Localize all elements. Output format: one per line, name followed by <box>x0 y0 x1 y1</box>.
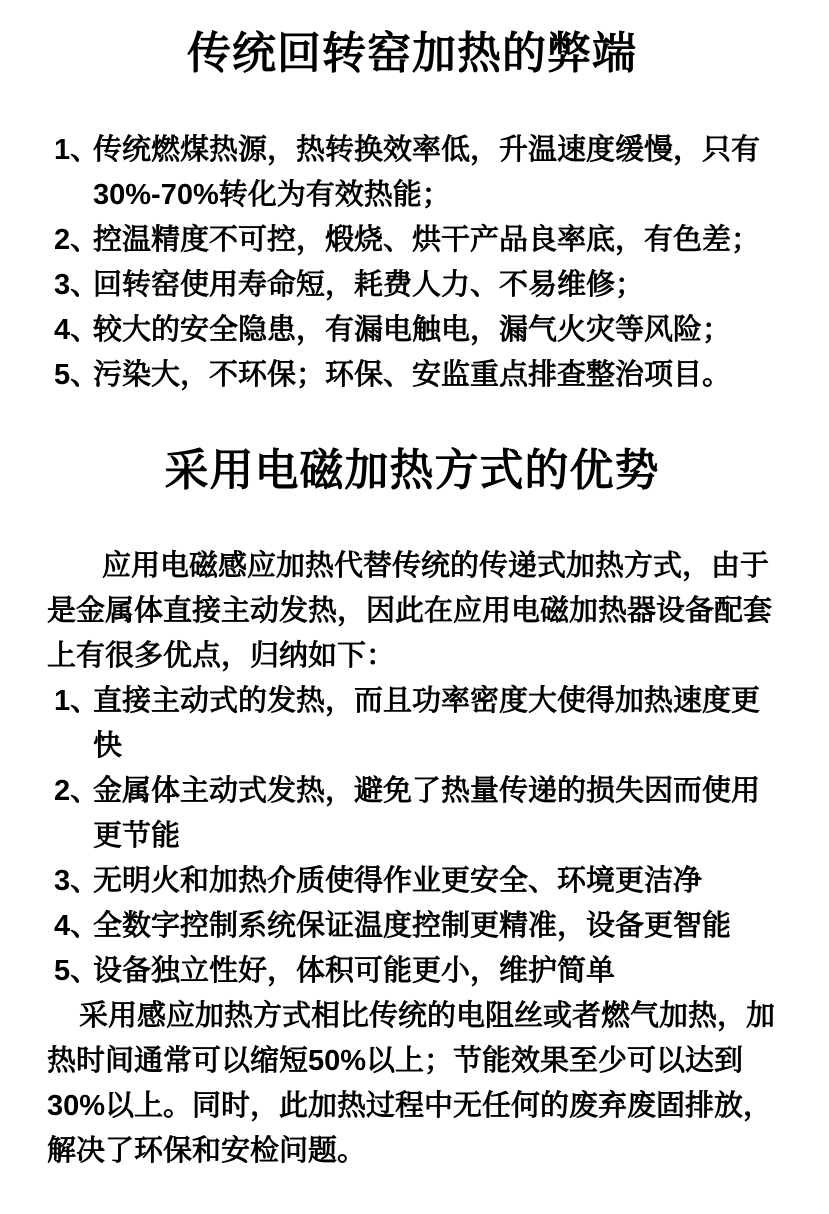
list-item-text: 传统燃煤热源，热转换效率低，升温速度缓慢，只有30%-70%转化为有效热能； <box>93 134 761 211</box>
list-item-text: 无明火和加热介质使得作业更安全、环境更洁净 <box>93 865 703 897</box>
advantages-list <box>47 679 777 994</box>
list-item-number: 4、 <box>54 910 100 942</box>
disadvantages-list <box>47 128 777 398</box>
list-item <box>47 353 777 398</box>
list-item <box>47 308 777 353</box>
advantages-closing-paragraph: 采用感应加热方式相比传统的电阻丝或者燃气加热，加热时间通常可以缩短50%以上；节能效果至少可以达到30%以上。同时，此加热过程中无任何的废弃废固排放，解决了环保和安检问题。 <box>47 1000 776 1167</box>
document-page <box>0 25 829 1214</box>
list-item-number: 4、 <box>54 314 100 346</box>
list-item-text: 设备独立性好，体积可能更小，维护简单 <box>93 955 616 987</box>
section-2-title: 采用电磁加热方式的优势 <box>164 446 660 495</box>
list-item-text: 金属体主动式发热，避免了热量传递的损失因而使用更节能 <box>93 775 761 852</box>
list-item-number: 3、 <box>54 269 100 301</box>
list-item-number: 1、 <box>54 134 100 166</box>
list-item-text: 污染大，不环保；环保、安监重点排查整治项目。 <box>93 359 732 391</box>
list-item <box>47 218 777 263</box>
list-item <box>47 904 777 949</box>
list-item <box>47 949 777 994</box>
list-item <box>47 128 777 218</box>
list-item-text: 控温精度不可控，煅烧、烘干产品良率底，有色差； <box>93 224 761 256</box>
list-item-number: 1、 <box>54 685 100 717</box>
list-item-number: 3、 <box>54 865 100 897</box>
list-item <box>47 769 777 859</box>
list-item-text: 较大的安全隐患，有漏电触电，漏气火灾等风险； <box>93 314 732 346</box>
list-item <box>47 263 777 308</box>
list-item-text: 回转窑使用寿命短，耗费人力、不易维修； <box>93 269 645 301</box>
list-item-number: 5、 <box>54 955 100 987</box>
list-item-number: 2、 <box>54 224 100 256</box>
advantages-intro-paragraph: 应用电磁感应加热代替传统的传递式加热方式，由于是金属体直接主动发热，因此在应用电磁加热器设备配套上有很多优点，归纳如下： <box>47 550 773 672</box>
list-item-number: 2、 <box>54 775 100 807</box>
list-item-text: 全数字控制系统保证温度控制更精准，设备更智能 <box>93 910 732 942</box>
section-1-title: 传统回转窑加热的弊端 <box>187 29 637 78</box>
list-item-number: 5、 <box>54 359 100 391</box>
list-item-text: 直接主动式的发热，而且功率密度大使得加热速度更快 <box>93 685 761 762</box>
list-item <box>47 859 777 904</box>
list-item <box>47 679 777 769</box>
